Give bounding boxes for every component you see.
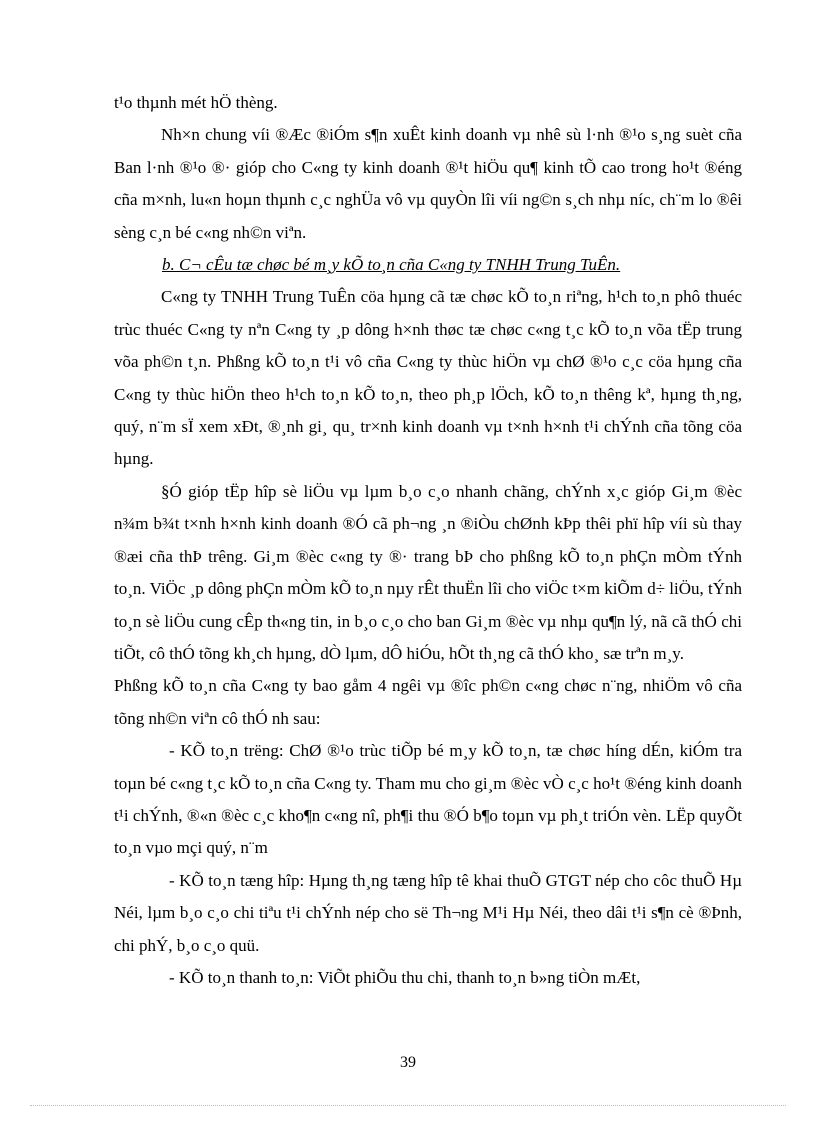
body-text — [114, 87, 742, 994]
paragraph-organization: C«ng ty TNHH Trung TuÊn cöa hµng cã tæ chøc kÕ to¸n riªng, h¹ch to¸n phô thuéc trùc thuéc C«ng ty nªn C«ng ty ¸p dông h×nh thøc tæ chøc c«ng t¸c kÕ to¸n võa tËp trung võa ph©n t¸n. Phßng kÕ to¸n t¹i vô cña C«ng ty thùc hiÖn vµ chØ ®¹o c¸c cöa hµng cña C«ng ty thùc hiÖn theo h¹ch to¸n kÕ to¸n, theo ph¸p lÖch, kÕ to¸n thêng kª, hµng th¸ng, quý, n¨m sÏ xem xÐt, ®¸nh gi¸ qu¸ tr×nh kinh doanh vµ t×nh h×nh t¹i chÝnh cña tõng cöa hµng. — [114, 287, 742, 469]
section-heading-text: b. C¬ cÊu tæ chøc bé m¸y kÕ to¸n cña C«ng ty TNHH Trung TuÊn. — [162, 255, 621, 275]
list-item-general-accountant: - KÕ to¸n tæng hîp: Hµng th¸ng tæng hîp tê khai thuÕ GTGT nép cho côc thuÕ Hµ Néi, lµm b¸o c¸o chi tiªu t¹i chÝnh nép cho së Th¬ng M¹i Hµ Néi, theo dâi t¹i s¶n cè ®Þnh, chi phÝ, b¸o c¸o quü. — [114, 870, 742, 955]
section-heading — [114, 249, 742, 281]
bottom-dotted-rule — [30, 1105, 786, 1106]
paragraph-software: §Ó gióp tËp hîp sè liÖu vµ lµm b¸o c¸o nhanh chãng, chÝnh x¸c gióp Gi¸m ®èc n¾m b¾t t×nh h×nh kinh doanh ®Ó cã ph¬ng ¸n ®iÒu chØnh kÞp thêi phï hîp víi sù thay ®æi cña thÞ trêng. Gi¸m ®èc c«ng ty ®· trang bÞ cho phßng kÕ to¸n phÇn mÒm tÝnh to¸n. ViÖc ¸p dông phÇn mÒm kÕ to¸n nµy rÊt thuËn lîi cho viÖc t×m kiÕm d÷ liÖu, tÝnh to¸n sè liÖu cung cÊp th«ng tin, in b¸o c¸o cho ban Gi¸m ®èc vµ nhµ qu¶n lý, nã cã thÓ chi tiÕt, cô thÓ tõng kh¸ch hµng, dÒ lµm, dÔ hiÓu, hÕt th¸ng cã thÓ kho¸ sæ trªn m¸y. — [114, 481, 743, 663]
list-item-chief-accountant: - KÕ to¸n trëng: ChØ ®¹o trùc tiÕp bé m¸y kÕ to¸n, tæ chøc híng dÉn, kiÓm tra toµn bé c«ng t¸c kÕ to¸n cña C«ng ty. Tham mu cho gi¸m ®èc vÒ c¸c ho¹t ®éng kinh doanh t¹i chÝnh, ®«n ®èc c¸c kho¶n c«ng nî, ph¶i thu ®Ó b¶o toµn vµ ph¸t triÓn vèn. LËp quyÕt to¸n vµo mçi quý, n¨m — [114, 741, 742, 858]
paragraph-summary: Nh×n chung víi ®Æc ®iÓm s¶n xuÊt kinh doanh vµ nhê sù l·nh ®¹o s¸ng suèt cña Ban l·nh ®¹o ®· gióp cho C«ng ty kinh doanh ®¹t hiÖu qu¶ kinh tÕ cao trong ho¹t ®éng cña m×nh, lu«n hoµn thµnh c¸c nghÜa vô vµ quyÒn lîi víi ng©n s¸ch nhµ níc, ch¨m lo ®êi sèng c¸n bé c«ng nh©n viªn. — [114, 125, 742, 242]
paragraph-staff: Phßng kÕ to¸n cña C«ng ty bao gåm 4 ngêi vµ ®îc ph©n c«ng chøc n¨ng, nhiÖm vô cña tõng nh©n viªn cô thÓ nh sau: — [114, 676, 742, 728]
list-item-payment-accountant: - KÕ to¸n thanh to¸n: ViÕt phiÕu thu chi, thanh to¸n b»ng tiÒn mÆt, — [169, 967, 641, 987]
paragraph-continuation: t¹o thµnh mét hÖ thèng. — [114, 93, 278, 112]
page-number: 39 — [400, 1054, 416, 1071]
